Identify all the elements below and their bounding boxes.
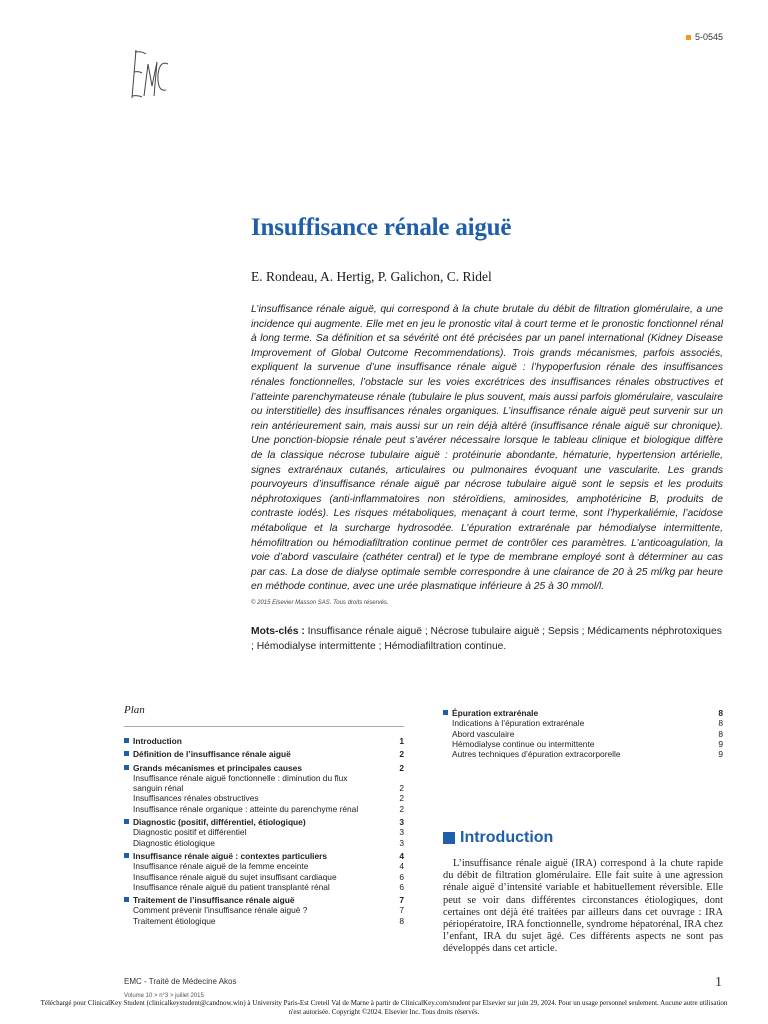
plan-entry-page: 6 [399, 871, 404, 882]
plan-entry-page: 4 [399, 850, 404, 861]
plan-entry-label: Diagnostic positif et différentiel [133, 827, 247, 838]
plan-list-left [124, 733, 404, 926]
plan-entry-label: Insuffisance rénale aiguë de la femme enceinte [133, 861, 309, 872]
plan-entry-page: 9 [718, 738, 723, 749]
plan-entry [124, 905, 404, 915]
plan-entry-page: 3 [399, 837, 404, 848]
plan-entry [124, 916, 404, 926]
plan-entry-page: 8 [718, 728, 723, 739]
plan-entry-label: Insuffisance rénale aiguë : contextes particuliers [124, 851, 327, 861]
plan-entry-label: Insuffisance rénale aiguë fonctionnelle : diminution du flux [133, 772, 348, 783]
plan-entry-page: 8 [718, 708, 723, 718]
plan-entry-label: Définition de l’insuffisance rénale aiguë [124, 749, 291, 759]
plan-entry-label: Insuffisance rénale aiguë du patient transplanté rénal [133, 881, 330, 892]
plan-entry-label: Indications à l’épuration extrarénale [452, 718, 585, 729]
introduction-heading-text: Introduction [460, 829, 554, 846]
emc-logo [122, 42, 170, 102]
footer-journal: EMC - Traité de Médecine Akos [124, 977, 237, 986]
orange-square-icon [686, 35, 691, 40]
article-title: Insuffisance rénale aiguë [251, 214, 512, 241]
plan-entry-label: Insuffisance rénale aiguë du sujet insuffisant cardiaque [133, 871, 337, 882]
plan-entry-page: 7 [399, 905, 404, 916]
plan-entry [124, 872, 404, 882]
keywords-list: Insuffisance rénale aiguë ; Nécrose tubulaire aiguë ; Sepsis ; Médicaments néphrotoxiques ; Hémodialyse intermittente ; Hémodiafiltration continue. [251, 626, 722, 652]
plan-entry-label: Insuffisances rénales obstructives [133, 793, 259, 804]
keywords-label: Mots-clés : [251, 626, 305, 637]
plan-entry-label: Abord vasculaire [452, 728, 515, 739]
plan-entry [124, 783, 404, 793]
plan-entry-label: sanguin rénal [133, 783, 184, 794]
plan-entry [124, 804, 404, 814]
plan-entry [124, 827, 404, 837]
plan-entry-page: 2 [399, 783, 404, 794]
plan-entry-label: Grands mécanismes et principales causes [124, 763, 302, 773]
plan-heading: Plan [124, 704, 145, 716]
plan-entry-page: 2 [399, 803, 404, 814]
plan-entry [124, 851, 404, 861]
plan-entry-page: 7 [399, 895, 404, 906]
plan-entry-label: Insuffisance rénale organique : atteinte du parenchyme rénal [133, 803, 359, 814]
plan-entry-label: Autres techniques d’épuration extracorporelle [452, 749, 621, 760]
introduction-text: L’insuffisance rénale aiguë (IRA) correspond à la chute rapide du débit de filtration glomérulaire. Elle fait suite à une agression rénale aiguë d’intensité variable et habituellement réversible. Elle peut se voir dans différentes circonstances étiologiques, dont certaines ont déjà été traitées par ailleurs dans cet ouvrage : IRA périopératoire, IRA fonctionnelle, syndrome hépatorénal, IRA chez l’enfant, IRA du sujet âgé. Ces différents aspects ne sont pas développés dans cet article. [443, 858, 723, 955]
plan-entry-page: 3 [399, 827, 404, 838]
plan-entry-page: 2 [399, 749, 404, 760]
plan-entry-page: 1 [399, 736, 404, 746]
plan-entry [124, 793, 404, 803]
plan-entry [124, 861, 404, 871]
plan-entry [124, 749, 404, 759]
plan-entry [124, 838, 404, 848]
plan-entry-label: Hémodialyse continue ou intermittente [452, 738, 595, 749]
plan-entry-label: Diagnostic (positif, différentiel, étiologique) [124, 817, 306, 827]
plan-entry-page: 4 [399, 861, 404, 872]
plan-entry-page: 9 [718, 749, 723, 760]
plan-entry [443, 749, 723, 759]
plan-list-right [443, 705, 723, 759]
plan-entry [124, 736, 404, 746]
plan-entry [124, 773, 404, 783]
plan-entry [124, 763, 404, 773]
article-authors: E. Rondeau, A. Hertig, P. Galichon, C. Ridel [251, 269, 492, 284]
plan-entry-page: 8 [718, 718, 723, 729]
plan-entry [443, 718, 723, 728]
plan-entry [124, 895, 404, 905]
blue-square-icon [443, 832, 455, 844]
plan-entry-page: 2 [399, 793, 404, 804]
plan-entry-page: 3 [399, 817, 404, 828]
download-notice: Téléchargé pour ClinicalKey Student (clinicalkeystudent@candnow.win) à University Paris-Est Creteil Val de Marne à partir de ClinicalKey.com/student par Elsevier sur juin 29, 2024. Pour un usage personnel seulement. Aucune autre utilisation n'est autorisée. Copyright ©2024. Elsevier Inc. Tous droits réservés. [40, 999, 728, 1016]
plan-entry [124, 882, 404, 892]
plan-entry-label: Traitement étiologique [133, 915, 216, 926]
plan-entry [443, 739, 723, 749]
plan-entry-label: Traitement de l’insuffisance rénale aiguë [124, 895, 295, 905]
footer-volume: Volume 10 > n°3 > juillet 2015 [124, 993, 204, 999]
plan-entry [124, 817, 404, 827]
introduction-heading [443, 829, 553, 847]
plan-entry-label: Introduction [124, 736, 182, 746]
plan-entry-page: 2 [399, 762, 404, 773]
page-number: 1 [715, 975, 722, 990]
plan-entry-page: 8 [399, 915, 404, 926]
plan-divider [124, 726, 404, 727]
plan-entry-label: Épuration extrarénale [443, 708, 538, 718]
plan-entry [443, 729, 723, 739]
copyright-notice: © 2015 Elsevier Masson SAS. Tous droits réservés. [251, 600, 389, 606]
document-reference-number: 5-0545 [694, 32, 723, 42]
document-reference [686, 32, 723, 42]
plan-entry-label: Comment prévenir l’insuffisance rénale aiguë ? [133, 905, 308, 916]
plan-entry [443, 708, 723, 718]
keywords [251, 625, 723, 654]
plan-entry-label: Diagnostic étiologique [133, 837, 215, 848]
plan-entry-page: 6 [399, 881, 404, 892]
article-abstract: L’insuffisance rénale aiguë, qui correspond à la chute brutale du débit de filtration glomérulaire, a une incidence qui augmente. Elle met en jeu le pronostic vital à court terme et le pronostic fonctionnel rénal à long terme. Sa définition et sa sévérité ont été précisées par un panel international (Kidney Disease Improvement of Global Outcome Recommendations). Trois grands mécanismes, parfois associés, expliquent la survenue d’une insuffisance rénale aiguë : l’hypoperfusion rénale des insuffisances rénales fonctionnelles, l’obstacle sur les voies excrétrices des insuffisances rénales obstructives et l’atteinte parenchymateuse rénale (tubulaire le plus souvent, mais aussi parfois glomérulaire, vasculaire ou interstitielle) des insuffisances rénales organiques. L’insuffisance rénale aiguë peut survenir sur un rein antérieurement sain, mais aussi sur un rein déjà altéré (insuffisance rénale aiguë sur chronique). Une ponction-biopsie rénale peut s’avérer nécessaire lorsque le tableau clinique et biologique diffère de la classique nécrose tubulaire aiguë : protéinurie abondante, hématurie, hypertension artérielle, signes extrarénaux cutanés, articulaires ou pulmonaires évoquant une vascularite. Les grands pourvoyeurs d’insuffisance rénale aiguë par nécrose tubulaire aiguë sont le sepsis et les produits néphrotoxiques (anti-inflammatoires non stéroïdiens, aminosides, amphotéricine B, produits de contraste iodés). Les risques métaboliques, menaçant à court terme, sont l’hyperkaliémie, l’acidose métabolique et la surcharge hydrosodée. L’épuration extrarénale par hémodialyse intermittente, hémofiltration ou hémodiafiltration continue permet de contrôler ces paramètres. L’anticoagulation, la voie d’abord vasculaire (cathéter central) et le type de membrane employé sont à déterminer au cas par cas. La dose de dialyse optimale semble correspondre à une clairance de 20 à 25 ml/kg par heure en méthode continue, avec une urée plasmatique inférieure à 25 à 30 mmol/l. [251, 304, 723, 593]
